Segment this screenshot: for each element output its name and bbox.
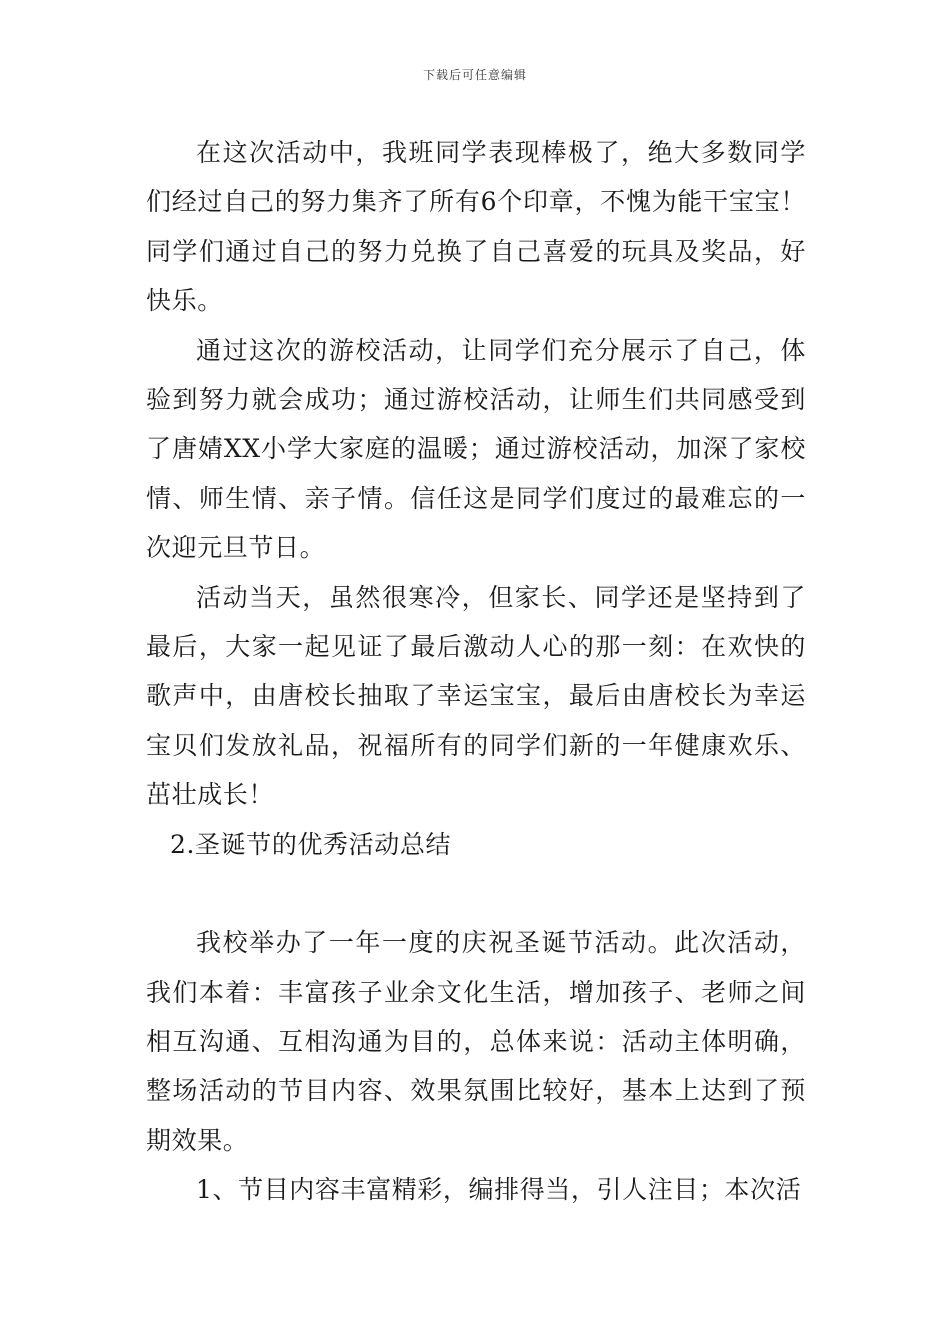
document-body bbox=[146, 128, 806, 1215]
paragraph-5: 1、节目内容丰富精彩，编排得当，引人注目；本次活 bbox=[196, 1175, 802, 1205]
section-heading: 2.圣诞节的优秀活动总结 bbox=[170, 829, 452, 859]
blank-line bbox=[146, 869, 806, 918]
paragraph-4: 我校举办了一年一度的庆祝圣诞节活动。此次活动，我们本着：丰富孩子业余文化生活，增加孩子、老师之间相互沟通、互相沟通为目的，总体来说：活动主体明确，整场活动的节目内容、效果氛围比较好，基本上达到了预期效果。 bbox=[146, 928, 806, 1155]
paragraph-3: 活动当天，虽然很寒冷，但家长、同学还是坚持到了最后，大家一起见证了最后激动人心的那一刻：在欢快的歌声中，由唐校长抽取了幸运宝宝，最后由唐校长为幸运宝贝们发放礼品，祝福所有的同学们新的一年健康欢乐、茁壮成长！ bbox=[146, 582, 806, 810]
paragraph-1: 在这次活动中，我班同学表现棒极了，绝大多数同学们经过自己的努力集齐了所有6个印章，不愧为能干宝宝！同学们通过自己的努力兑换了自己喜爱的玩具及奖品，好快乐。 bbox=[146, 138, 806, 316]
header-note: 下载后可任意编辑 bbox=[422, 68, 527, 82]
paragraph-2: 通过这次的游校活动，让同学们充分展示了自己，体验到努力就会成功；通过游校活动，让师生们共同感受到了唐婧XX小学大家庭的温暖；通过游校活动，加深了家校情、师生情、亲子情。信任这是同学们度过的最难忘的一次迎元旦节日。 bbox=[146, 335, 806, 563]
